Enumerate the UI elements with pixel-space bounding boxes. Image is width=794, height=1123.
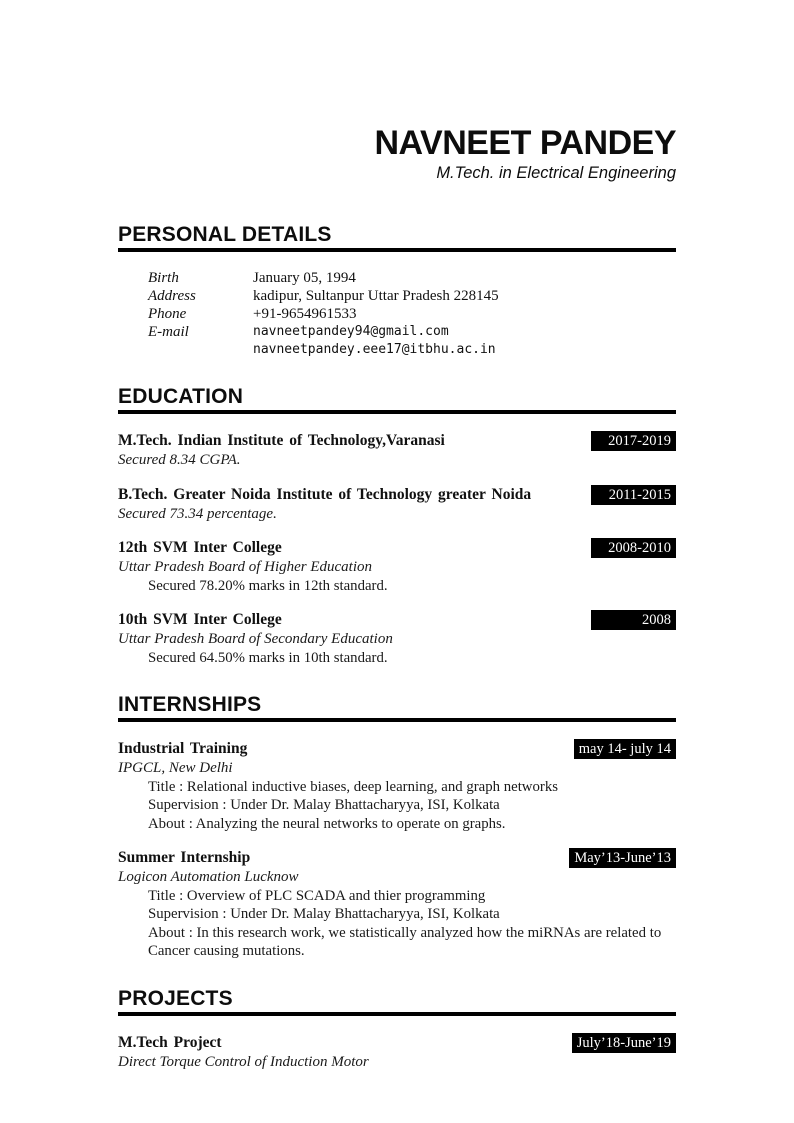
- organization-name: IPGCL, New Delhi: [118, 760, 233, 776]
- internship-entry-industrial-training: [118, 739, 676, 833]
- personal-row-address: [148, 287, 676, 305]
- project-title: M.Tech Project: [118, 1033, 222, 1051]
- person-degree-subtitle: M.Tech. in Electrical Engineering: [436, 164, 676, 182]
- date-badge: 2011-2015: [591, 485, 676, 505]
- entry-header: [118, 610, 676, 630]
- personal-details-table: [148, 269, 676, 359]
- organization-name: Logicon Automation Lucknow: [118, 869, 299, 885]
- personal-row-phone: [148, 305, 676, 323]
- project-entry-mtech-project: [118, 1033, 676, 1072]
- personal-row-email2: [148, 341, 676, 359]
- detail-about-line: About : In this research work, we statistically analyzed how the miRNAs are related to Cancer causing mutations.: [148, 924, 662, 959]
- person-name: NAVNEET PANDEY: [374, 124, 676, 162]
- address-value: kadipur, Sultanpur Uttar Pradesh 228145: [253, 288, 499, 304]
- section-internships: [118, 694, 676, 961]
- section-personal-details: [118, 224, 676, 359]
- education-heading: EDUCATION: [118, 386, 676, 414]
- date-badge: July’18-June’19: [572, 1033, 676, 1053]
- degree-title: M.Tech. Indian Institute of Technology,Varanasi: [118, 432, 445, 449]
- internship-details: [148, 887, 676, 961]
- entry-header: [118, 485, 676, 505]
- internship-entry-summer-internship: [118, 848, 676, 961]
- detail-supervision-line: Supervision : Under Dr. Malay Bhattacharyya, ISI, Kolkata: [148, 797, 500, 813]
- education-entry-10th: [118, 610, 676, 667]
- internship-title: Industrial Training: [118, 740, 248, 757]
- degree-title: 10th SVM Inter College: [118, 611, 282, 628]
- email2-label: [148, 341, 253, 359]
- internships-heading: INTERNSHIPS: [118, 694, 676, 722]
- detail-title-line: Title : Overview of PLC SCADA and thier programming: [148, 887, 486, 904]
- section-education: [118, 386, 676, 667]
- degree-title: B.Tech. Greater Noida Institute of Technology greater Noida: [118, 485, 532, 503]
- date-badge: 2008: [591, 610, 676, 630]
- date-badge: 2017-2019: [591, 431, 676, 451]
- email-label: E-mail: [148, 324, 189, 340]
- internship-details: [148, 778, 676, 834]
- degree-result: Secured 73.34 percentage.: [118, 505, 277, 522]
- entry-header: [118, 538, 676, 558]
- entry-header: [118, 848, 676, 868]
- projects-heading: PROJECTS: [118, 988, 676, 1016]
- education-entry-mtech: [118, 431, 676, 470]
- education-entry-12th: [118, 538, 676, 595]
- entry-header: [118, 739, 676, 759]
- masthead: [118, 126, 676, 183]
- date-badge: May’13-June’13: [569, 848, 676, 868]
- date-badge: 2008-2010: [591, 538, 676, 558]
- entry-header: [118, 431, 676, 451]
- phone-label: Phone: [148, 306, 187, 322]
- degree-result: Secured 8.34 CGPA.: [118, 452, 241, 468]
- personal-row-email: [148, 323, 676, 341]
- degree-detail: Secured 64.50% marks in 10th standard.: [148, 649, 388, 666]
- entry-header: [118, 1033, 676, 1053]
- personal-details-heading: PERSONAL DETAILS: [118, 224, 676, 252]
- internship-title: Summer Internship: [118, 849, 251, 866]
- address-label: Address: [148, 288, 196, 304]
- date-badge: may 14- july 14: [574, 739, 676, 759]
- birth-label: Birth: [148, 270, 179, 286]
- degree-detail: Secured 78.20% marks in 12th standard.: [148, 577, 388, 594]
- education-entry-btech: [118, 485, 676, 524]
- detail-supervision-line: Supervision : Under Dr. Malay Bhattacharyya, ISI, Kolkata: [148, 906, 500, 922]
- detail-about-line: About : Analyzing the neural networks to operate on graphs.: [148, 815, 506, 832]
- project-subtitle: Direct Torque Control of Induction Motor: [118, 1053, 369, 1070]
- birth-value: January 05, 1994: [253, 270, 356, 286]
- board-name: Uttar Pradesh Board of Higher Education: [118, 559, 373, 575]
- phone-value: +91-9654961533: [253, 306, 357, 322]
- email-value-primary: navneetpandey94@gmail.com: [253, 324, 449, 339]
- email-value-secondary: navneetpandey.eee17@itbhu.ac.in: [253, 342, 496, 357]
- board-name: Uttar Pradesh Board of Secondary Education: [118, 631, 393, 647]
- section-projects: [118, 988, 676, 1072]
- degree-title: 12th SVM Inter College: [118, 539, 282, 556]
- detail-title-line: Title : Relational inductive biases, deep learning, and graph networks: [148, 778, 558, 795]
- personal-row-birth: [148, 269, 676, 287]
